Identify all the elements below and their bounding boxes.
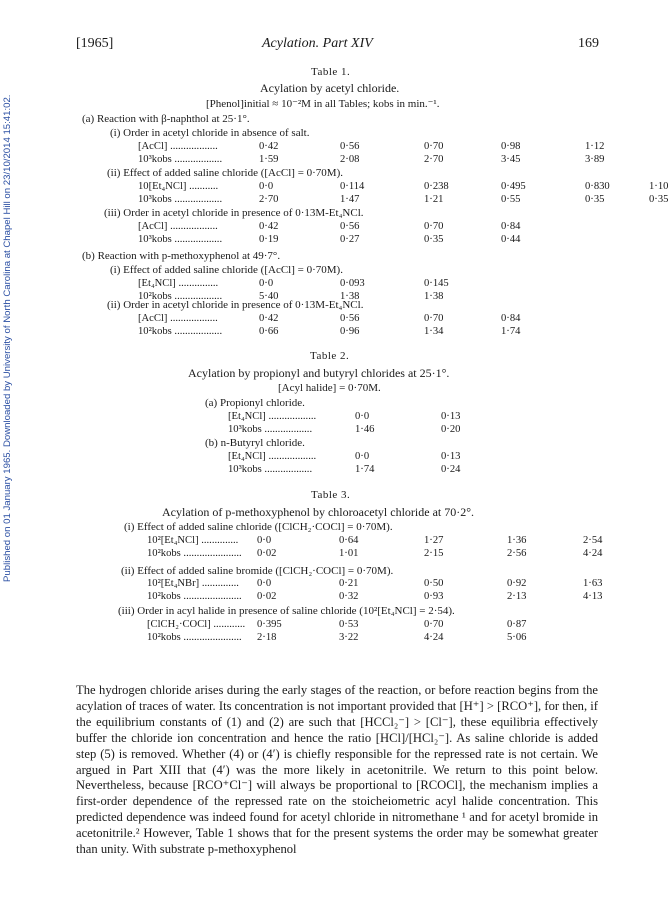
table-row bbox=[0, 221, 672, 234]
row-label: 10³kobs .................. bbox=[138, 194, 223, 205]
table-cell: 3·89 bbox=[585, 154, 605, 165]
table1-a-iii: (iii) Order in acetyl chloride in presence of 0·13M-Et₄NCl. bbox=[104, 207, 364, 219]
table-row bbox=[0, 464, 672, 477]
publication-sidebar: Published on 01 January 1965. Downloaded by University of North Carolina at Chapel Hill on 23/10/2014 15:41:02. bbox=[2, 94, 13, 582]
row-label: 10³kobs .................. bbox=[228, 424, 313, 435]
table-cell: 1·10 bbox=[649, 181, 669, 192]
table-cell: 0·13 bbox=[441, 411, 461, 422]
table-cell: 2·54 bbox=[583, 535, 603, 546]
table-cell: 0·495 bbox=[501, 181, 526, 192]
table1-a-ii: (ii) Effect of added saline chloride ([AcCl] = 0·70M). bbox=[107, 167, 344, 179]
table-cell: 0·0 bbox=[259, 278, 274, 289]
table3-caption: Acylation of p-methoxyphenol by chloroacetyl chloride at 70·2°. bbox=[162, 505, 475, 519]
table-cell: 1·36 bbox=[507, 535, 527, 546]
row-label: 10[Et₄NCl] ........... bbox=[138, 181, 219, 192]
row-label: 10³kobs .................. bbox=[228, 464, 313, 475]
table-cell: 0·35 bbox=[585, 194, 605, 205]
row-label: 10²kobs ...................... bbox=[147, 548, 242, 559]
table-cell: 0·42 bbox=[259, 141, 279, 152]
table-cell: 0·87 bbox=[507, 619, 527, 630]
body-paragraph: The hydrogen chloride arises during the early stages of the reaction, or before reaction begins from the acylation of traces of water. Its concentration is not important provided that [H⁺] > [RCO⁺], for then, if the equilibrium constants of (1) and (2) are such that [HCCl₂⁻] > [Cl⁻], these equilibria effectively buffer the chloride ion concentration and hence the ratio [HCl]/[HCl₂⁻]. As saline chloride is added step (5) is removed. Whether (4) or (4′) is chiefly responsible for the repressed rate is not certain. We argued in Part XIII that (4′) was the more likely in acetonitrile. We return to this point below. Nevertheless, because [RCO⁺Cl⁻] will always be proportional to [RCOCl], the mechanism implies a first-order dependence of the repressed rate on the stoicheiometric acyl halide concentration. This predicted dependence was indeed found for acetyl chloride in nitromethane ¹ and for acetyl bromide in acetonitrile.² However, Table 1 shows that for the present systems the order may be somewhat greater than unity. With substrate p-methoxyphenol bbox=[76, 683, 598, 857]
table-cell: 0·42 bbox=[259, 221, 279, 232]
table-cell: 0·13 bbox=[441, 451, 461, 462]
table3-label: Table 3. bbox=[311, 489, 351, 501]
table3-i: (i) Effect of added saline chloride ([ClCH₂·COCl] = 0·70M). bbox=[124, 521, 393, 533]
row-label: [Et₄NCl] ............... bbox=[138, 278, 219, 289]
table-row bbox=[0, 548, 672, 561]
table-cell: 1·38 bbox=[424, 291, 444, 302]
table-row bbox=[0, 154, 672, 167]
table-cell: 0·84 bbox=[501, 221, 521, 232]
table-row bbox=[0, 326, 672, 339]
table-cell: 0·56 bbox=[340, 141, 360, 152]
table-row bbox=[0, 535, 672, 548]
table2-label: Table 2. bbox=[310, 350, 350, 362]
table-cell: 1·74 bbox=[501, 326, 521, 337]
table-cell: 0·0 bbox=[257, 578, 272, 589]
table-cell: 0·02 bbox=[257, 591, 277, 602]
table-cell: 0·84 bbox=[501, 313, 521, 324]
table-cell: 0·02 bbox=[257, 548, 277, 559]
table-row bbox=[0, 291, 672, 304]
table2-b: (b) n-Butyryl chloride. bbox=[205, 437, 305, 449]
table-row bbox=[0, 578, 672, 591]
table2-caption: Acylation by propionyl and butyryl chlorides at 25·1°. bbox=[188, 366, 450, 380]
table-cell: 1·27 bbox=[424, 535, 444, 546]
table1-a-i: (i) Order in acetyl chloride in absence of salt. bbox=[110, 127, 310, 139]
header-year: [1965] bbox=[76, 36, 114, 51]
table-cell: 0·44 bbox=[501, 234, 521, 245]
table-cell: 0·55 bbox=[501, 194, 521, 205]
table-row bbox=[0, 181, 672, 194]
row-label: 10²kobs ...................... bbox=[147, 632, 242, 643]
table-cell: 0·21 bbox=[339, 578, 359, 589]
table1-caption: Acylation by acetyl chloride. bbox=[260, 81, 400, 95]
row-label: [Et₄NCl] .................. bbox=[228, 411, 317, 422]
table-cell: 0·27 bbox=[340, 234, 360, 245]
row-label: 10²kobs ...................... bbox=[147, 591, 242, 602]
table1-b-ii: (ii) Order in acetyl chloride in presence of 0·13M-Et₄NCl. bbox=[107, 299, 364, 311]
table-row bbox=[0, 313, 672, 326]
table1-note: [Phenol]initial ≈ 10⁻²M in all Tables; kobs in min.⁻¹. bbox=[206, 98, 440, 110]
table-cell: 0·64 bbox=[339, 535, 359, 546]
table-cell: 0·96 bbox=[340, 326, 360, 337]
table-cell: 1·46 bbox=[355, 424, 375, 435]
table-row bbox=[0, 141, 672, 154]
table-cell: 1·34 bbox=[424, 326, 444, 337]
table3-iii: (iii) Order in acyl halide in presence of saline chloride (10²[Et₄NCl] = 2·54). bbox=[118, 605, 455, 617]
table-cell: 0·0 bbox=[259, 181, 274, 192]
table-cell: 0·56 bbox=[340, 221, 360, 232]
row-label: 10²[Et₄NCl] .............. bbox=[147, 535, 239, 546]
table-row bbox=[0, 632, 672, 645]
table-row bbox=[0, 234, 672, 247]
table-cell: 5·06 bbox=[507, 632, 527, 643]
table-cell: 0·0 bbox=[355, 411, 370, 422]
table-cell: 0·20 bbox=[441, 424, 461, 435]
table-cell: 4·24 bbox=[424, 632, 444, 643]
table-cell: 4·24 bbox=[583, 548, 603, 559]
table-cell: 0·0 bbox=[257, 535, 272, 546]
table-cell: 1·59 bbox=[259, 154, 279, 165]
table-cell: 0·53 bbox=[339, 619, 359, 630]
table-cell: 2·08 bbox=[340, 154, 360, 165]
table-cell: 5·40 bbox=[259, 291, 279, 302]
table-cell: 1·47 bbox=[340, 194, 360, 205]
table-row bbox=[0, 451, 672, 464]
table-cell: 0·50 bbox=[424, 578, 444, 589]
header-title: Acylation. Part XIV bbox=[262, 36, 373, 51]
table-cell: 0·35 bbox=[649, 194, 669, 205]
table-cell: 0·32 bbox=[339, 591, 359, 602]
table-cell: 4·13 bbox=[583, 591, 603, 602]
table-cell: 0·830 bbox=[585, 181, 610, 192]
table-cell: 1·12 bbox=[585, 141, 605, 152]
table-cell: 2·18 bbox=[257, 632, 277, 643]
row-label: 10³kobs .................. bbox=[138, 234, 223, 245]
table-row bbox=[0, 424, 672, 437]
table-row bbox=[0, 194, 672, 207]
table-cell: 0·70 bbox=[424, 141, 444, 152]
row-label: 10³kobs .................. bbox=[138, 154, 223, 165]
table-cell: 1·63 bbox=[583, 578, 603, 589]
row-label: [AcCl] .................. bbox=[138, 221, 218, 232]
table1-b-i: (i) Effect of added saline chloride ([AcCl] = 0·70M). bbox=[110, 264, 343, 276]
row-label: 10²kobs .................. bbox=[138, 326, 223, 337]
table-cell: 1·38 bbox=[340, 291, 360, 302]
table-cell: 0·70 bbox=[424, 619, 444, 630]
table-cell: 0·70 bbox=[424, 313, 444, 324]
table-cell: 0·093 bbox=[340, 278, 365, 289]
table-cell: 2·70 bbox=[259, 194, 279, 205]
table-row bbox=[0, 278, 672, 291]
table-cell: 0·70 bbox=[424, 221, 444, 232]
table1-section-a: (a) Reaction with β-naphthol at 25·1°. bbox=[82, 113, 250, 125]
row-label: [AcCl] .................. bbox=[138, 313, 218, 324]
row-label: 10²[Et₄NBr] .............. bbox=[147, 578, 239, 589]
table-cell: 0·0 bbox=[355, 451, 370, 462]
header-page: 169 bbox=[578, 36, 599, 51]
table-cell: 2·70 bbox=[424, 154, 444, 165]
table-cell: 1·01 bbox=[339, 548, 359, 559]
row-label: 10²kobs .................. bbox=[138, 291, 223, 302]
table-cell: 2·15 bbox=[424, 548, 444, 559]
table-cell: 0·395 bbox=[257, 619, 282, 630]
table2-a: (a) Propionyl chloride. bbox=[205, 397, 305, 409]
table-row bbox=[0, 411, 672, 424]
table-cell: 1·74 bbox=[355, 464, 375, 475]
row-label: [Et₄NCl] .................. bbox=[228, 451, 317, 462]
table-cell: 0·114 bbox=[340, 181, 365, 192]
row-label: [AcCl] .................. bbox=[138, 141, 218, 152]
table-cell: 1·21 bbox=[424, 194, 444, 205]
table-cell: 0·42 bbox=[259, 313, 279, 324]
table-cell: 0·145 bbox=[424, 278, 449, 289]
table1-label: Table 1. bbox=[311, 66, 351, 78]
table-cell: 3·45 bbox=[501, 154, 521, 165]
table-cell: 2·56 bbox=[507, 548, 527, 559]
table-cell: 3·22 bbox=[339, 632, 359, 643]
table-cell: 0·56 bbox=[340, 313, 360, 324]
table-cell: 0·24 bbox=[441, 464, 461, 475]
table-cell: 0·19 bbox=[259, 234, 279, 245]
table-cell: 2·13 bbox=[507, 591, 527, 602]
table-row bbox=[0, 591, 672, 604]
table3-ii: (ii) Effect of added saline bromide ([ClCH₂·COCl] = 0·70M). bbox=[121, 565, 394, 577]
table2-note: [Acyl halide] = 0·70M. bbox=[278, 382, 381, 394]
table-cell: 0·93 bbox=[424, 591, 444, 602]
table-row bbox=[0, 619, 672, 632]
table-cell: 0·238 bbox=[424, 181, 449, 192]
table-cell: 0·66 bbox=[259, 326, 279, 337]
table-cell: 0·98 bbox=[501, 141, 521, 152]
row-label: [ClCH₂·COCl] ............ bbox=[147, 619, 246, 630]
table-cell: 0·92 bbox=[507, 578, 527, 589]
table1-section-b: (b) Reaction with p-methoxyphenol at 49·7°. bbox=[82, 250, 281, 262]
table-cell: 0·35 bbox=[424, 234, 444, 245]
